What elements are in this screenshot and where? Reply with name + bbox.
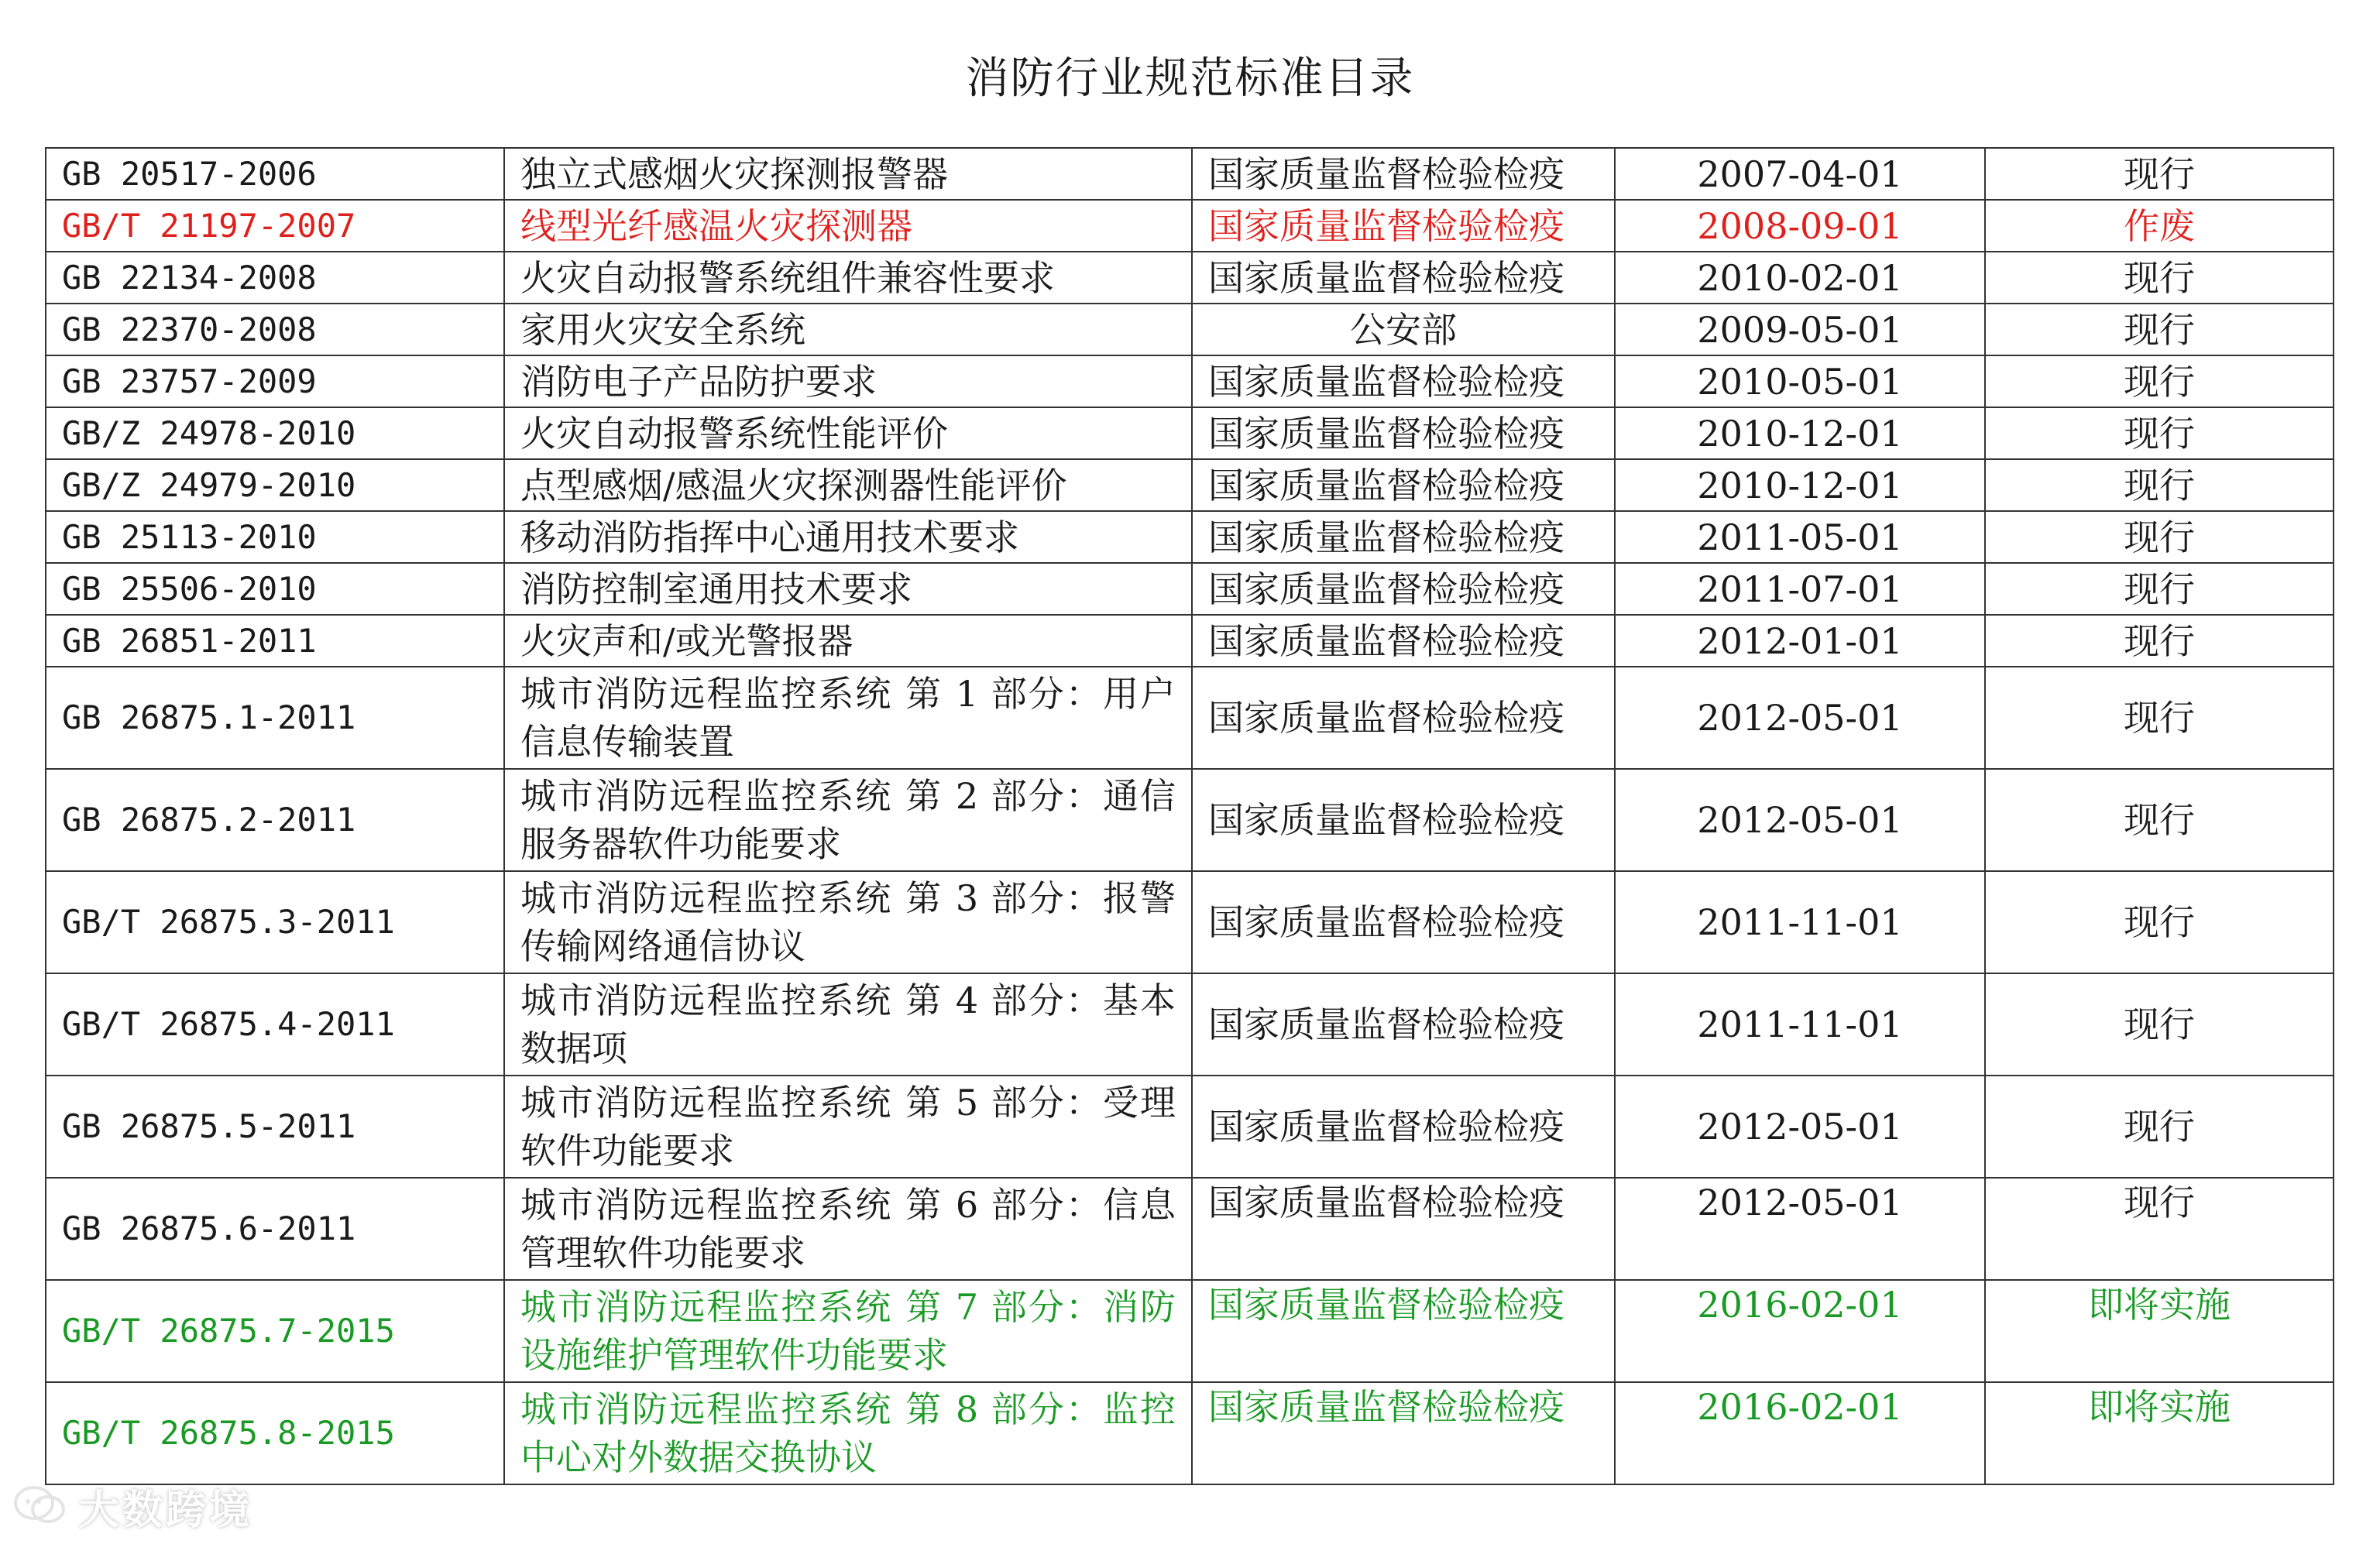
standard-name: 消防控制室通用技术要求 bbox=[504, 563, 1192, 615]
table-row bbox=[46, 252, 2334, 304]
effective-date: 2012-05-01 bbox=[1615, 1178, 1985, 1280]
status: 现行 bbox=[1985, 563, 2334, 615]
table-row bbox=[46, 200, 2334, 252]
effective-date: 2012-01-01 bbox=[1615, 615, 1985, 667]
standard-code: GB 26875.1-2011 bbox=[46, 667, 504, 769]
watermark-text: 大数跨境 bbox=[79, 1487, 253, 1534]
standard-name: 城市消防远程监控系统 第 3 部分：报警传输网络通信协议 bbox=[504, 871, 1192, 973]
issuing-authority: 国家质量监督检验检疫 bbox=[1192, 511, 1615, 563]
status: 现行 bbox=[1985, 973, 2334, 1076]
effective-date: 2012-05-01 bbox=[1615, 667, 1985, 769]
table-row bbox=[46, 511, 2334, 563]
status: 现行 bbox=[1985, 1076, 2334, 1178]
status: 现行 bbox=[1985, 511, 2334, 563]
status: 现行 bbox=[1985, 871, 2334, 973]
effective-date: 2011-11-01 bbox=[1615, 871, 1985, 973]
wechat-like-bubble-icon bbox=[12, 1483, 68, 1529]
status: 现行 bbox=[1985, 615, 2334, 667]
standard-name: 城市消防远程监控系统 第 2 部分：通信服务器软件功能要求 bbox=[504, 769, 1192, 871]
table-row bbox=[46, 148, 2334, 200]
standard-name: 线型光纤感温火灾探测器 bbox=[504, 200, 1192, 252]
issuing-authority: 国家质量监督检验检疫 bbox=[1192, 355, 1615, 407]
table-row bbox=[46, 973, 2334, 1076]
table-row bbox=[46, 871, 2334, 973]
effective-date: 2011-05-01 bbox=[1615, 511, 1985, 563]
standard-code: GB 23757-2009 bbox=[46, 355, 504, 407]
table-row bbox=[46, 355, 2334, 407]
standard-code: GB/T 26875.4-2011 bbox=[46, 973, 504, 1076]
issuing-authority: 国家质量监督检验检疫 bbox=[1192, 1382, 1615, 1484]
standard-code: GB 26875.5-2011 bbox=[46, 1076, 504, 1178]
standard-name: 家用火灾安全系统 bbox=[504, 304, 1192, 355]
watermark bbox=[12, 1475, 252, 1537]
table-row bbox=[46, 1076, 2334, 1178]
status: 现行 bbox=[1985, 1178, 2334, 1280]
effective-date: 2016-02-01 bbox=[1615, 1280, 1985, 1382]
effective-date: 2012-05-01 bbox=[1615, 769, 1985, 871]
effective-date: 2009-05-01 bbox=[1615, 304, 1985, 355]
issuing-authority: 国家质量监督检验检疫 bbox=[1192, 252, 1615, 304]
issuing-authority: 国家质量监督检验检疫 bbox=[1192, 871, 1615, 973]
issuing-authority: 国家质量监督检验检疫 bbox=[1192, 769, 1615, 871]
status: 即将实施 bbox=[1985, 1382, 2334, 1484]
issuing-authority: 国家质量监督检验检疫 bbox=[1192, 200, 1615, 252]
standard-name: 火灾自动报警系统性能评价 bbox=[504, 407, 1192, 459]
issuing-authority: 公安部 bbox=[1192, 304, 1615, 355]
table-row bbox=[46, 1382, 2334, 1484]
status: 现行 bbox=[1985, 459, 2334, 511]
standard-code: GB 22134-2008 bbox=[46, 252, 504, 304]
standard-name: 城市消防远程监控系统 第 6 部分：信息管理软件功能要求 bbox=[504, 1178, 1192, 1280]
status: 作废 bbox=[1985, 200, 2334, 252]
standard-name: 城市消防远程监控系统 第 7 部分：消防设施维护管理软件功能要求 bbox=[504, 1280, 1192, 1382]
effective-date: 2012-05-01 bbox=[1615, 1076, 1985, 1178]
effective-date: 2010-12-01 bbox=[1615, 459, 1985, 511]
issuing-authority: 国家质量监督检验检疫 bbox=[1192, 407, 1615, 459]
table-row bbox=[46, 1178, 2334, 1280]
status: 现行 bbox=[1985, 252, 2334, 304]
standard-name: 城市消防远程监控系统 第 5 部分：受理软件功能要求 bbox=[504, 1076, 1192, 1178]
effective-date: 2010-02-01 bbox=[1615, 252, 1985, 304]
table-row bbox=[46, 563, 2334, 615]
issuing-authority: 国家质量监督检验检疫 bbox=[1192, 973, 1615, 1076]
issuing-authority: 国家质量监督检验检疫 bbox=[1192, 615, 1615, 667]
standard-code: GB 26875.6-2011 bbox=[46, 1178, 504, 1280]
table-row bbox=[46, 304, 2334, 355]
standard-name: 城市消防远程监控系统 第 1 部分：用户信息传输装置 bbox=[504, 667, 1192, 769]
standard-name: 城市消防远程监控系统 第 4 部分：基本数据项 bbox=[504, 973, 1192, 1076]
issuing-authority: 国家质量监督检验检疫 bbox=[1192, 563, 1615, 615]
document-title: 消防行业规范标准目录 bbox=[965, 53, 1415, 104]
effective-date: 2016-02-01 bbox=[1615, 1382, 1985, 1484]
table-row bbox=[46, 615, 2334, 667]
issuing-authority: 国家质量监督检验检疫 bbox=[1192, 148, 1615, 200]
standard-code: GB 26851-2011 bbox=[46, 615, 504, 667]
standard-code: GB 25113-2010 bbox=[46, 511, 504, 563]
standard-name: 移动消防指挥中心通用技术要求 bbox=[504, 511, 1192, 563]
standard-code: GB 20517-2006 bbox=[46, 148, 504, 200]
standard-code: GB 22370-2008 bbox=[46, 304, 504, 355]
status: 现行 bbox=[1985, 304, 2334, 355]
standards-table bbox=[45, 147, 2334, 1485]
issuing-authority: 国家质量监督检验检疫 bbox=[1192, 1280, 1615, 1382]
standard-name: 消防电子产品防护要求 bbox=[504, 355, 1192, 407]
standard-code: GB/T 21197-2007 bbox=[46, 200, 504, 252]
standard-code: GB/T 26875.3-2011 bbox=[46, 871, 504, 973]
table-row bbox=[46, 407, 2334, 459]
table-row bbox=[46, 1280, 2334, 1382]
status: 现行 bbox=[1985, 148, 2334, 200]
table-row bbox=[46, 459, 2334, 511]
effective-date: 2010-05-01 bbox=[1615, 355, 1985, 407]
status: 现行 bbox=[1985, 769, 2334, 871]
effective-date: 2011-07-01 bbox=[1615, 563, 1985, 615]
issuing-authority: 国家质量监督检验检疫 bbox=[1192, 1178, 1615, 1280]
effective-date: 2008-09-01 bbox=[1615, 200, 1985, 252]
issuing-authority: 国家质量监督检验检疫 bbox=[1192, 459, 1615, 511]
table-row bbox=[46, 667, 2334, 769]
status: 现行 bbox=[1985, 667, 2334, 769]
effective-date: 2010-12-01 bbox=[1615, 407, 1985, 459]
standard-code: GB/Z 24978-2010 bbox=[46, 407, 504, 459]
standard-name: 城市消防远程监控系统 第 8 部分：监控中心对外数据交换协议 bbox=[504, 1382, 1192, 1484]
effective-date: 2011-11-01 bbox=[1615, 973, 1985, 1076]
issuing-authority: 国家质量监督检验检疫 bbox=[1192, 667, 1615, 769]
status: 即将实施 bbox=[1985, 1280, 2334, 1382]
standard-name: 火灾自动报警系统组件兼容性要求 bbox=[504, 252, 1192, 304]
standard-code: GB/T 26875.7-2015 bbox=[46, 1280, 504, 1382]
issuing-authority: 国家质量监督检验检疫 bbox=[1192, 1076, 1615, 1178]
status: 现行 bbox=[1985, 355, 2334, 407]
standard-code: GB 25506-2010 bbox=[46, 563, 504, 615]
standard-name: 火灾声和/或光警报器 bbox=[504, 615, 1192, 667]
effective-date: 2007-04-01 bbox=[1615, 148, 1985, 200]
standard-code: GB 26875.2-2011 bbox=[46, 769, 504, 871]
standard-name: 点型感烟/感温火灾探测器性能评价 bbox=[504, 459, 1192, 511]
status: 现行 bbox=[1985, 407, 2334, 459]
table-row bbox=[46, 769, 2334, 871]
standard-code: GB/Z 24979-2010 bbox=[46, 459, 504, 511]
standard-name: 独立式感烟火灾探测报警器 bbox=[504, 148, 1192, 200]
standard-code: GB/T 26875.8-2015 bbox=[46, 1382, 504, 1484]
